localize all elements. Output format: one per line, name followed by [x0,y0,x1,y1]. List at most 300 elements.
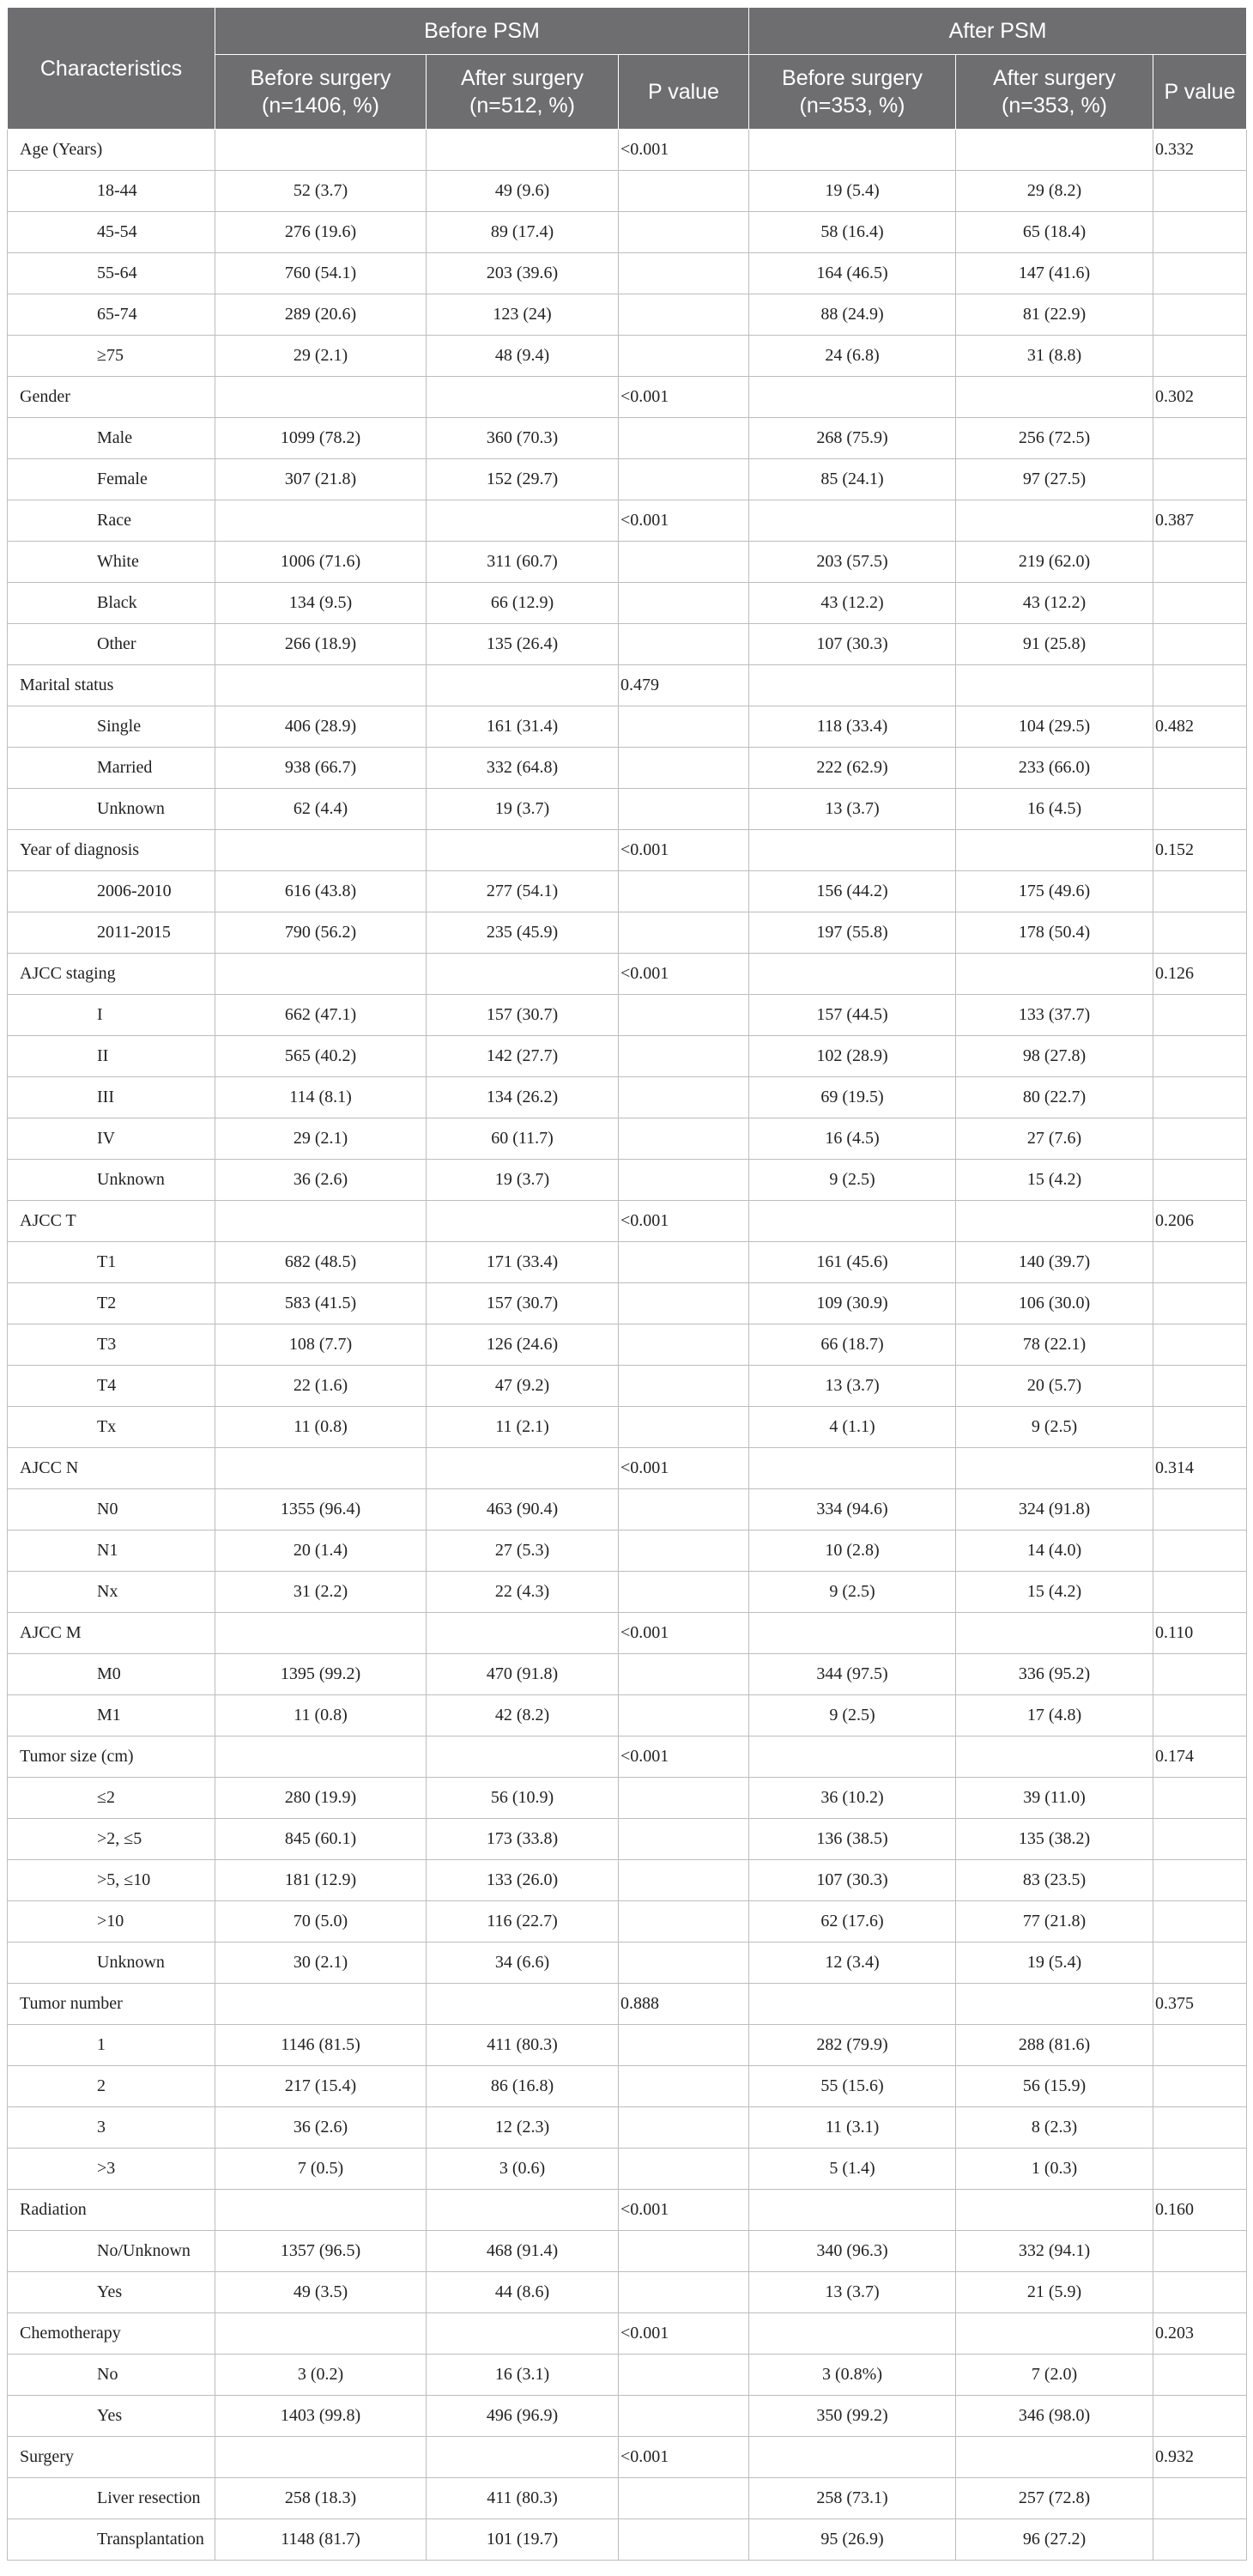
cell-post-before-surgery: 95 (26.9) [749,2519,956,2561]
cell-post-before-surgery: 43 (12.2) [749,583,956,624]
cell-post-before-surgery: 156 (44.2) [749,871,956,912]
cell-post-before-surgery: 107 (30.3) [749,1860,956,1901]
cell-post-before-surgery [749,2437,956,2478]
table-row [8,1613,1247,1654]
cell-pre-p-value [619,2025,749,2066]
cell-pre-p-value [619,171,749,212]
cell-post-p-value [1153,748,1247,789]
cell-post-before-surgery [749,1613,956,1654]
cell-pre-p-value [619,2066,749,2107]
table-row [8,1448,1247,1489]
cell-post-before-surgery: 5 (1.4) [749,2149,956,2190]
row-label: Tumor number [8,1984,215,2025]
row-label: I [8,995,215,1036]
cell-post-after-surgery [956,130,1153,171]
cell-post-p-value [1153,1572,1247,1613]
cell-post-after-surgery: 257 (72.8) [956,2478,1153,2519]
cell-post-p-value [1153,171,1247,212]
cell-post-before-surgery: 58 (16.4) [749,212,956,253]
cell-pre-p-value [619,912,749,954]
cell-pre-after-surgery: 89 (17.4) [427,212,619,253]
cell-post-after-surgery: 147 (41.6) [956,253,1153,294]
table-row [8,1242,1247,1283]
row-label: T3 [8,1324,215,1366]
table-row [8,2066,1247,2107]
cell-pre-after-surgery [427,1737,619,1778]
cell-pre-p-value [619,1489,749,1530]
table-row [8,171,1247,212]
cell-pre-p-value [619,1036,749,1077]
table-row [8,377,1247,418]
row-label: N1 [8,1530,215,1572]
cell-post-p-value [1153,2519,1247,2561]
table-row [8,1654,1247,1695]
cell-pre-p-value [619,1695,749,1737]
cell-pre-before-surgery [215,830,427,871]
cell-post-p-value [1153,2107,1247,2149]
cell-post-after-surgery: 15 (4.2) [956,1572,1153,1613]
cell-pre-after-surgery: 157 (30.7) [427,995,619,1036]
cell-pre-before-surgery: 790 (56.2) [215,912,427,954]
cell-post-before-surgery: 340 (96.3) [749,2231,956,2272]
table-row [8,2190,1247,2231]
row-label: 3 [8,2107,215,2149]
cell-post-after-surgery: 17 (4.8) [956,1695,1153,1737]
cell-post-after-surgery: 81 (22.9) [956,294,1153,336]
cell-pre-before-surgery: 181 (12.9) [215,1860,427,1901]
cell-post-p-value [1153,253,1247,294]
row-label: 2006-2010 [8,871,215,912]
cell-post-p-value [1153,1242,1247,1283]
cell-post-before-surgery: 4 (1.1) [749,1407,956,1448]
cell-post-p-value [1153,1283,1247,1324]
cell-post-p-value [1153,1943,1247,1984]
cell-pre-p-value [619,1242,749,1283]
cell-post-after-surgery: 56 (15.9) [956,2066,1153,2107]
row-label: M1 [8,1695,215,1737]
table-row [8,1036,1247,1077]
cell-post-after-surgery [956,1737,1153,1778]
cell-pre-p-value [619,1407,749,1448]
cell-pre-after-surgery: 411 (80.3) [427,2025,619,2066]
cell-pre-p-value [619,1160,749,1201]
cell-post-after-surgery: 140 (39.7) [956,1242,1153,1283]
header-after-psm: After PSM [749,8,1247,55]
cell-pre-before-surgery: 11 (0.8) [215,1407,427,1448]
row-label: 65-74 [8,294,215,336]
cell-pre-after-surgery [427,2437,619,2478]
cell-post-after-surgery [956,2313,1153,2355]
cell-pre-before-surgery: 7 (0.5) [215,2149,427,2190]
cell-pre-p-value [619,1819,749,1860]
cell-pre-after-surgery: 171 (33.4) [427,1242,619,1283]
cell-post-after-surgery: 133 (37.7) [956,995,1153,1036]
cell-pre-before-surgery: 36 (2.6) [215,1160,427,1201]
cell-pre-p-value [619,1077,749,1118]
cell-pre-after-surgery: 11 (2.1) [427,1407,619,1448]
cell-post-before-surgery: 10 (2.8) [749,1530,956,1572]
cell-post-p-value [1153,1654,1247,1695]
table-row [8,1943,1247,1984]
row-label: 1 [8,2025,215,2066]
cell-post-p-value: 0.375 [1153,1984,1247,2025]
table-row [8,2107,1247,2149]
cell-post-p-value [1153,2231,1247,2272]
table-row [8,1695,1247,1737]
table-row [8,2025,1247,2066]
header-before-psm-p-value: P value [619,55,749,130]
cell-post-p-value [1153,1077,1247,1118]
row-label: ≥75 [8,336,215,377]
row-label: Transplantation [8,2519,215,2561]
cell-post-after-surgery [956,2190,1153,2231]
cell-pre-after-surgery: 12 (2.3) [427,2107,619,2149]
table-row [8,2313,1247,2355]
table-row [8,2478,1247,2519]
cell-post-before-surgery [749,2313,956,2355]
cell-pre-before-surgery [215,1737,427,1778]
cell-post-p-value [1153,212,1247,253]
cell-pre-after-surgery [427,830,619,871]
cell-post-after-surgery: 31 (8.8) [956,336,1153,377]
cell-pre-p-value [619,253,749,294]
table-row [8,2272,1247,2313]
row-label: Male [8,418,215,459]
cell-post-after-surgery: 80 (22.7) [956,1077,1153,1118]
row-label: Tumor size (cm) [8,1737,215,1778]
cell-post-p-value: 0.174 [1153,1737,1247,1778]
cell-pre-before-surgery [215,1613,427,1654]
cell-pre-after-surgery: 66 (12.9) [427,583,619,624]
row-label: Marital status [8,665,215,706]
cell-pre-p-value [619,1654,749,1695]
cell-pre-after-surgery: 126 (24.6) [427,1324,619,1366]
cell-pre-after-surgery [427,1984,619,2025]
cell-pre-before-surgery [215,1201,427,1242]
cell-post-after-surgery: 256 (72.5) [956,418,1153,459]
cell-pre-after-surgery [427,1201,619,1242]
cell-post-before-surgery: 13 (3.7) [749,2272,956,2313]
cell-pre-before-surgery: 108 (7.7) [215,1324,427,1366]
row-label: II [8,1036,215,1077]
cell-post-p-value [1153,2396,1247,2437]
cell-pre-before-surgery: 280 (19.9) [215,1778,427,1819]
cell-post-after-surgery: 19 (5.4) [956,1943,1153,1984]
cell-pre-before-surgery: 1006 (71.6) [215,542,427,583]
cell-pre-before-surgery: 1403 (99.8) [215,2396,427,2437]
cell-pre-before-surgery [215,1984,427,2025]
cell-post-before-surgery [749,2190,956,2231]
characteristics-table [7,7,1247,2561]
row-label: Unknown [8,1943,215,1984]
cell-pre-p-value: <0.001 [619,830,749,871]
table-row [8,789,1247,830]
cell-pre-after-surgery [427,1448,619,1489]
row-label: M0 [8,1654,215,1695]
row-label: Other [8,624,215,665]
cell-pre-p-value [619,2149,749,2190]
cell-post-before-surgery: 24 (6.8) [749,336,956,377]
cell-pre-after-surgery: 173 (33.8) [427,1819,619,1860]
cell-pre-p-value [619,1366,749,1407]
cell-pre-before-surgery: 36 (2.6) [215,2107,427,2149]
cell-post-after-surgery [956,1448,1153,1489]
cell-post-p-value [1153,1778,1247,1819]
row-label: T1 [8,1242,215,1283]
cell-pre-p-value [619,2478,749,2519]
row-label: Female [8,459,215,500]
row-label: 18-44 [8,171,215,212]
table-row [8,1077,1247,1118]
cell-post-after-surgery: 97 (27.5) [956,459,1153,500]
cell-post-p-value: 0.387 [1153,500,1247,542]
table-row [8,1118,1247,1160]
cell-pre-before-surgery: 114 (8.1) [215,1077,427,1118]
cell-post-before-surgery: 11 (3.1) [749,2107,956,2149]
cell-pre-before-surgery: 49 (3.5) [215,2272,427,2313]
cell-post-p-value [1153,1407,1247,1448]
cell-post-after-surgery: 14 (4.0) [956,1530,1153,1572]
cell-pre-after-surgery: 22 (4.3) [427,1572,619,1613]
row-label: >5, ≤10 [8,1860,215,1901]
row-label: Married [8,748,215,789]
cell-pre-p-value [619,995,749,1036]
cell-pre-after-surgery [427,954,619,995]
cell-pre-after-surgery [427,1613,619,1654]
table-body [8,130,1247,2561]
table-row [8,500,1247,542]
header-after-psm-p-value: P value [1153,55,1247,130]
cell-pre-p-value [619,624,749,665]
table-row [8,1737,1247,1778]
cell-pre-before-surgery: 30 (2.1) [215,1943,427,1984]
cell-pre-before-surgery: 31 (2.2) [215,1572,427,1613]
cell-post-p-value [1153,1695,1247,1737]
table-row [8,1407,1247,1448]
cell-pre-p-value [619,1118,749,1160]
cell-post-before-surgery [749,130,956,171]
cell-pre-before-surgery: 289 (20.6) [215,294,427,336]
cell-post-p-value: 0.126 [1153,954,1247,995]
row-label: Gender [8,377,215,418]
table-row [8,542,1247,583]
cell-pre-before-surgery: 258 (18.3) [215,2478,427,2519]
cell-pre-after-surgery: 49 (9.6) [427,171,619,212]
cell-pre-before-surgery [215,1448,427,1489]
cell-pre-p-value [619,1572,749,1613]
cell-pre-before-surgery: 217 (15.4) [215,2066,427,2107]
cell-pre-before-surgery: 1395 (99.2) [215,1654,427,1695]
cell-pre-after-surgery: 16 (3.1) [427,2355,619,2396]
table-row [8,1283,1247,1324]
cell-post-after-surgery: 77 (21.8) [956,1901,1153,1943]
table-row [8,830,1247,871]
cell-post-before-surgery [749,954,956,995]
cell-pre-after-surgery: 47 (9.2) [427,1366,619,1407]
cell-pre-before-surgery: 1099 (78.2) [215,418,427,459]
cell-post-before-surgery [749,1984,956,2025]
table-row [8,2149,1247,2190]
cell-pre-before-surgery: 29 (2.1) [215,336,427,377]
cell-post-after-surgery: 1 (0.3) [956,2149,1153,2190]
cell-post-after-surgery [956,830,1153,871]
cell-post-before-surgery: 118 (33.4) [749,706,956,748]
cell-post-before-surgery: 13 (3.7) [749,1366,956,1407]
cell-pre-p-value [619,542,749,583]
cell-post-p-value [1153,995,1247,1036]
cell-pre-after-surgery: 48 (9.4) [427,336,619,377]
table-row [8,294,1247,336]
cell-post-p-value: 0.932 [1153,2437,1247,2478]
table-row [8,2396,1247,2437]
cell-post-before-surgery: 203 (57.5) [749,542,956,583]
cell-post-after-surgery: 106 (30.0) [956,1283,1153,1324]
cell-pre-after-surgery: 116 (22.7) [427,1901,619,1943]
cell-pre-before-surgery [215,2313,427,2355]
cell-pre-before-surgery: 20 (1.4) [215,1530,427,1572]
cell-pre-before-surgery: 134 (9.5) [215,583,427,624]
table-row [8,2519,1247,2561]
cell-post-after-surgery: 29 (8.2) [956,171,1153,212]
cell-pre-before-surgery: 682 (48.5) [215,1242,427,1283]
cell-post-after-surgery [956,2437,1153,2478]
cell-post-after-surgery: 178 (50.4) [956,912,1153,954]
cell-pre-before-surgery: 266 (18.9) [215,624,427,665]
cell-post-p-value: 0.482 [1153,706,1247,748]
cell-pre-p-value [619,583,749,624]
cell-pre-before-surgery [215,2190,427,2231]
cell-post-before-surgery: 136 (38.5) [749,1819,956,1860]
cell-pre-after-surgery: 203 (39.6) [427,253,619,294]
cell-pre-after-surgery: 42 (8.2) [427,1695,619,1737]
cell-post-before-surgery: 16 (4.5) [749,1118,956,1160]
cell-post-after-surgery: 332 (94.1) [956,2231,1153,2272]
cell-post-after-surgery: 104 (29.5) [956,706,1153,748]
row-label: Tx [8,1407,215,1448]
table-row [8,1489,1247,1530]
header-before-psm-after-surgery: After surgery (n=512, %) [427,55,619,130]
cell-post-p-value [1153,789,1247,830]
row-label: Yes [8,2396,215,2437]
cell-pre-after-surgery [427,130,619,171]
cell-post-p-value: 0.203 [1153,2313,1247,2355]
cell-pre-p-value: <0.001 [619,1201,749,1242]
cell-post-before-surgery [749,830,956,871]
cell-pre-after-surgery: 56 (10.9) [427,1778,619,1819]
cell-post-p-value [1153,1324,1247,1366]
row-label: IV [8,1118,215,1160]
cell-post-p-value [1153,1530,1247,1572]
cell-post-p-value [1153,2272,1247,2313]
cell-pre-after-surgery [427,500,619,542]
cell-post-after-surgery [956,665,1153,706]
row-label: AJCC M [8,1613,215,1654]
row-label: Race [8,500,215,542]
cell-pre-p-value: <0.001 [619,130,749,171]
cell-pre-p-value: <0.001 [619,2313,749,2355]
cell-pre-p-value [619,2355,749,2396]
cell-pre-before-surgery: 1355 (96.4) [215,1489,427,1530]
cell-pre-before-surgery: 1146 (81.5) [215,2025,427,2066]
cell-post-p-value [1153,624,1247,665]
cell-post-after-surgery [956,377,1153,418]
row-label: Year of diagnosis [8,830,215,871]
cell-post-p-value [1153,2066,1247,2107]
cell-post-after-surgery: 91 (25.8) [956,624,1153,665]
cell-post-after-surgery: 9 (2.5) [956,1407,1153,1448]
table-row [8,336,1247,377]
cell-pre-before-surgery [215,2437,427,2478]
row-label: >3 [8,2149,215,2190]
cell-pre-after-surgery: 411 (80.3) [427,2478,619,2519]
cell-post-after-surgery: 20 (5.7) [956,1366,1153,1407]
cell-post-after-surgery: 65 (18.4) [956,212,1153,253]
cell-post-after-surgery [956,954,1153,995]
cell-pre-after-surgery: 142 (27.7) [427,1036,619,1077]
cell-post-before-surgery: 222 (62.9) [749,748,956,789]
cell-pre-after-surgery: 468 (91.4) [427,2231,619,2272]
row-label: Unknown [8,789,215,830]
cell-post-before-surgery: 350 (99.2) [749,2396,956,2437]
table-row [8,748,1247,789]
cell-pre-before-surgery [215,377,427,418]
cell-pre-after-surgery: 496 (96.9) [427,2396,619,2437]
cell-pre-before-surgery: 3 (0.2) [215,2355,427,2396]
cell-post-p-value [1153,459,1247,500]
cell-pre-after-surgery: 277 (54.1) [427,871,619,912]
cell-pre-after-surgery [427,2190,619,2231]
header-characteristics: Characteristics [8,8,215,130]
row-label: T2 [8,1283,215,1324]
cell-post-after-surgery [956,1984,1153,2025]
table-row [8,1201,1247,1242]
cell-post-p-value: 0.152 [1153,830,1247,871]
cell-pre-p-value [619,706,749,748]
cell-pre-p-value [619,418,749,459]
cell-pre-p-value [619,1283,749,1324]
row-label: Age (Years) [8,130,215,171]
cell-post-p-value: 0.314 [1153,1448,1247,1489]
cell-pre-p-value: <0.001 [619,2437,749,2478]
cell-pre-before-surgery: 760 (54.1) [215,253,427,294]
cell-post-after-surgery [956,1613,1153,1654]
cell-post-after-surgery: 336 (95.2) [956,1654,1153,1695]
cell-pre-p-value [619,1860,749,1901]
cell-post-p-value [1153,1366,1247,1407]
cell-pre-p-value [619,1901,749,1943]
cell-post-before-surgery: 258 (73.1) [749,2478,956,2519]
cell-post-after-surgery [956,1201,1153,1242]
cell-post-after-surgery: 83 (23.5) [956,1860,1153,1901]
table-row [8,1160,1247,1201]
row-label: 2011-2015 [8,912,215,954]
cell-post-before-surgery: 13 (3.7) [749,789,956,830]
table-row [8,1778,1247,1819]
cell-post-p-value [1153,542,1247,583]
table-row [8,1572,1247,1613]
cell-pre-after-surgery: 60 (11.7) [427,1118,619,1160]
cell-pre-after-surgery: 157 (30.7) [427,1283,619,1324]
cell-post-after-surgery: 43 (12.2) [956,583,1153,624]
cell-post-p-value [1153,1819,1247,1860]
header-after-psm-after-surgery: After surgery (n=353, %) [956,55,1153,130]
header-before-psm: Before PSM [215,8,749,55]
cell-post-before-surgery: 55 (15.6) [749,2066,956,2107]
cell-post-before-surgery: 88 (24.9) [749,294,956,336]
cell-post-before-surgery: 164 (46.5) [749,253,956,294]
cell-post-p-value [1153,912,1247,954]
cell-post-before-surgery [749,665,956,706]
